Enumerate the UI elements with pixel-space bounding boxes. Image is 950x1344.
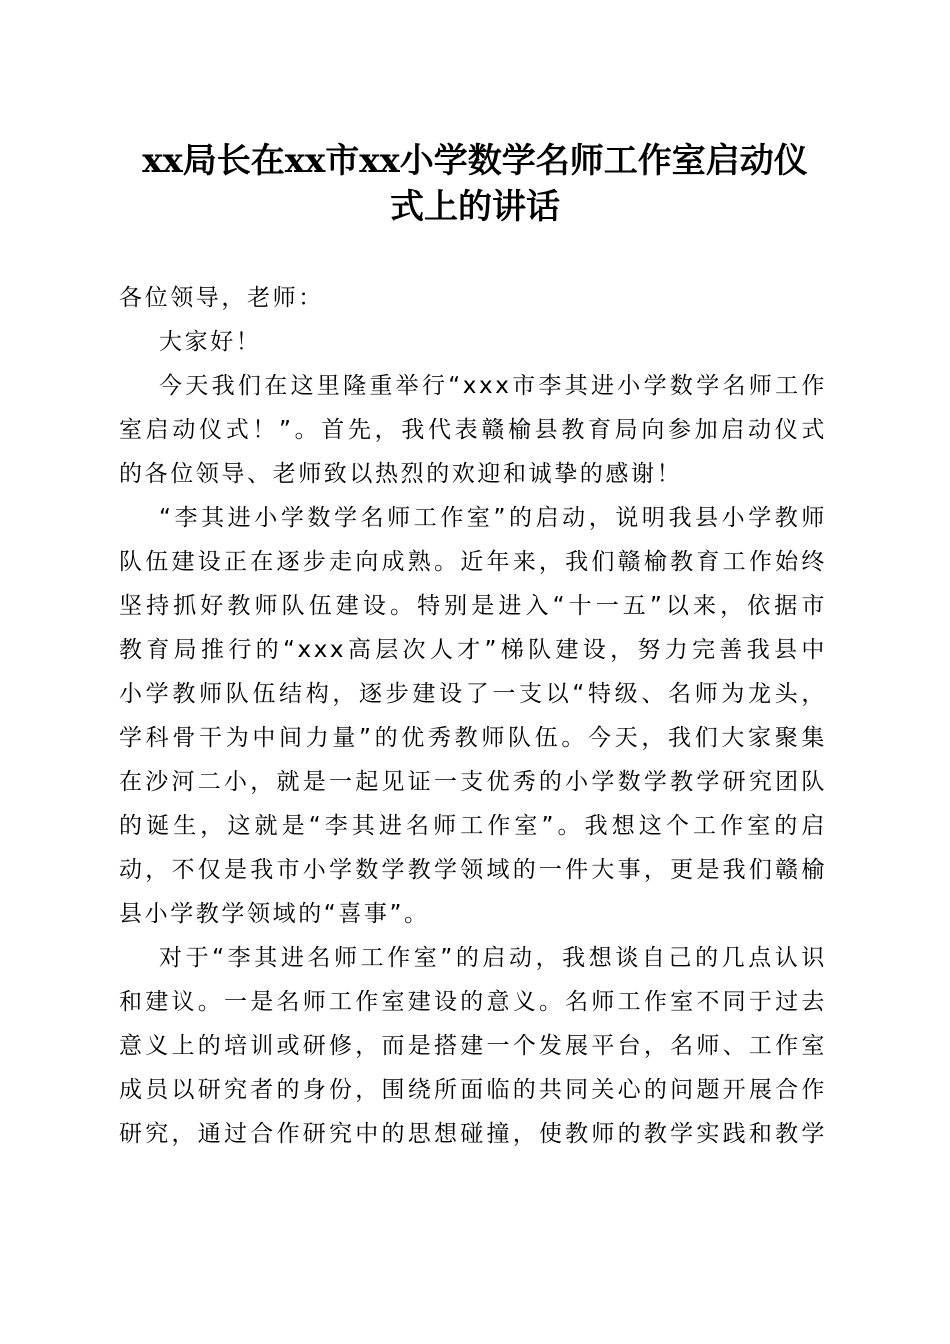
greeting: 大家好！ (159, 329, 262, 355)
paragraph-1-line: 今天我们在这里隆重举行“xxx市李其进小学数学名师工作 (159, 373, 827, 399)
paragraph-2-line: 县小学教学领域的“喜事”。 (119, 901, 430, 927)
title-line-1: xx局长在xx市xx小学数学名师工作室启动仪 (142, 141, 808, 181)
paragraph-2-line: 小学教师队伍结构，逐步建设了一支以“特级、名师为龙头， (119, 681, 827, 707)
paragraph-2-line: 在沙河二小，就是一起见证一支优秀的小学数学教学研究团队 (119, 769, 827, 795)
paragraph-2-line: “李其进小学数学名师工作室”的启动，说明我县小学教师 (159, 505, 827, 531)
paragraph-2-line: 教育局推行的“xxx高层次人才”梯队建设，努力完善我县中 (119, 637, 827, 663)
document-title (110, 138, 840, 230)
paragraph-3-line: 研究，通过合作研究中的思想碰撞，使教师的教学实践和教学 (119, 1121, 827, 1147)
paragraph-2-line: 动，不仅是我市小学数学教学领域的一件大事，更是我们赣榆 (119, 857, 827, 883)
paragraph-2-line: 的诞生，这就是“李其进名师工作室”。我想这个工作室的启 (119, 813, 827, 839)
paragraph-1-line: 室启动仪式！”。首先，我代表赣榆县教育局向参加启动仪式 (119, 417, 827, 443)
paragraph-1-line: 的各位领导、老师致以热烈的欢迎和诚挚的感谢！ (119, 461, 683, 487)
paragraph-3-line: 意义上的培训或研修，而是搭建一个发展平台，名师、工作室 (119, 1033, 827, 1059)
salutation: 各位领导，老师： (119, 285, 324, 311)
paragraph-2-line: 学科骨干为中间力量”的优秀教师队伍。今天，我们大家聚集 (119, 725, 827, 751)
paragraph-3-line: 和建议。一是名师工作室建设的意义。名师工作室不同于过去 (119, 989, 827, 1015)
paragraph-2-line: 坚持抓好教师队伍建设。特别是进入“十一五”以来，依据市 (119, 593, 827, 619)
paragraph-3-line: 成员以研究者的身份，围绕所面临的共同关心的问题开展合作 (119, 1077, 827, 1103)
title-line-2: 式上的讲话 (390, 187, 560, 227)
paragraph-3-line: 对于“李其进名师工作室”的启动，我想谈自己的几点认识 (159, 945, 827, 971)
paragraph-2-line: 队伍建设正在逐步走向成熟。近年来，我们赣榆教育工作始终 (119, 549, 827, 575)
document-body (119, 276, 827, 1156)
